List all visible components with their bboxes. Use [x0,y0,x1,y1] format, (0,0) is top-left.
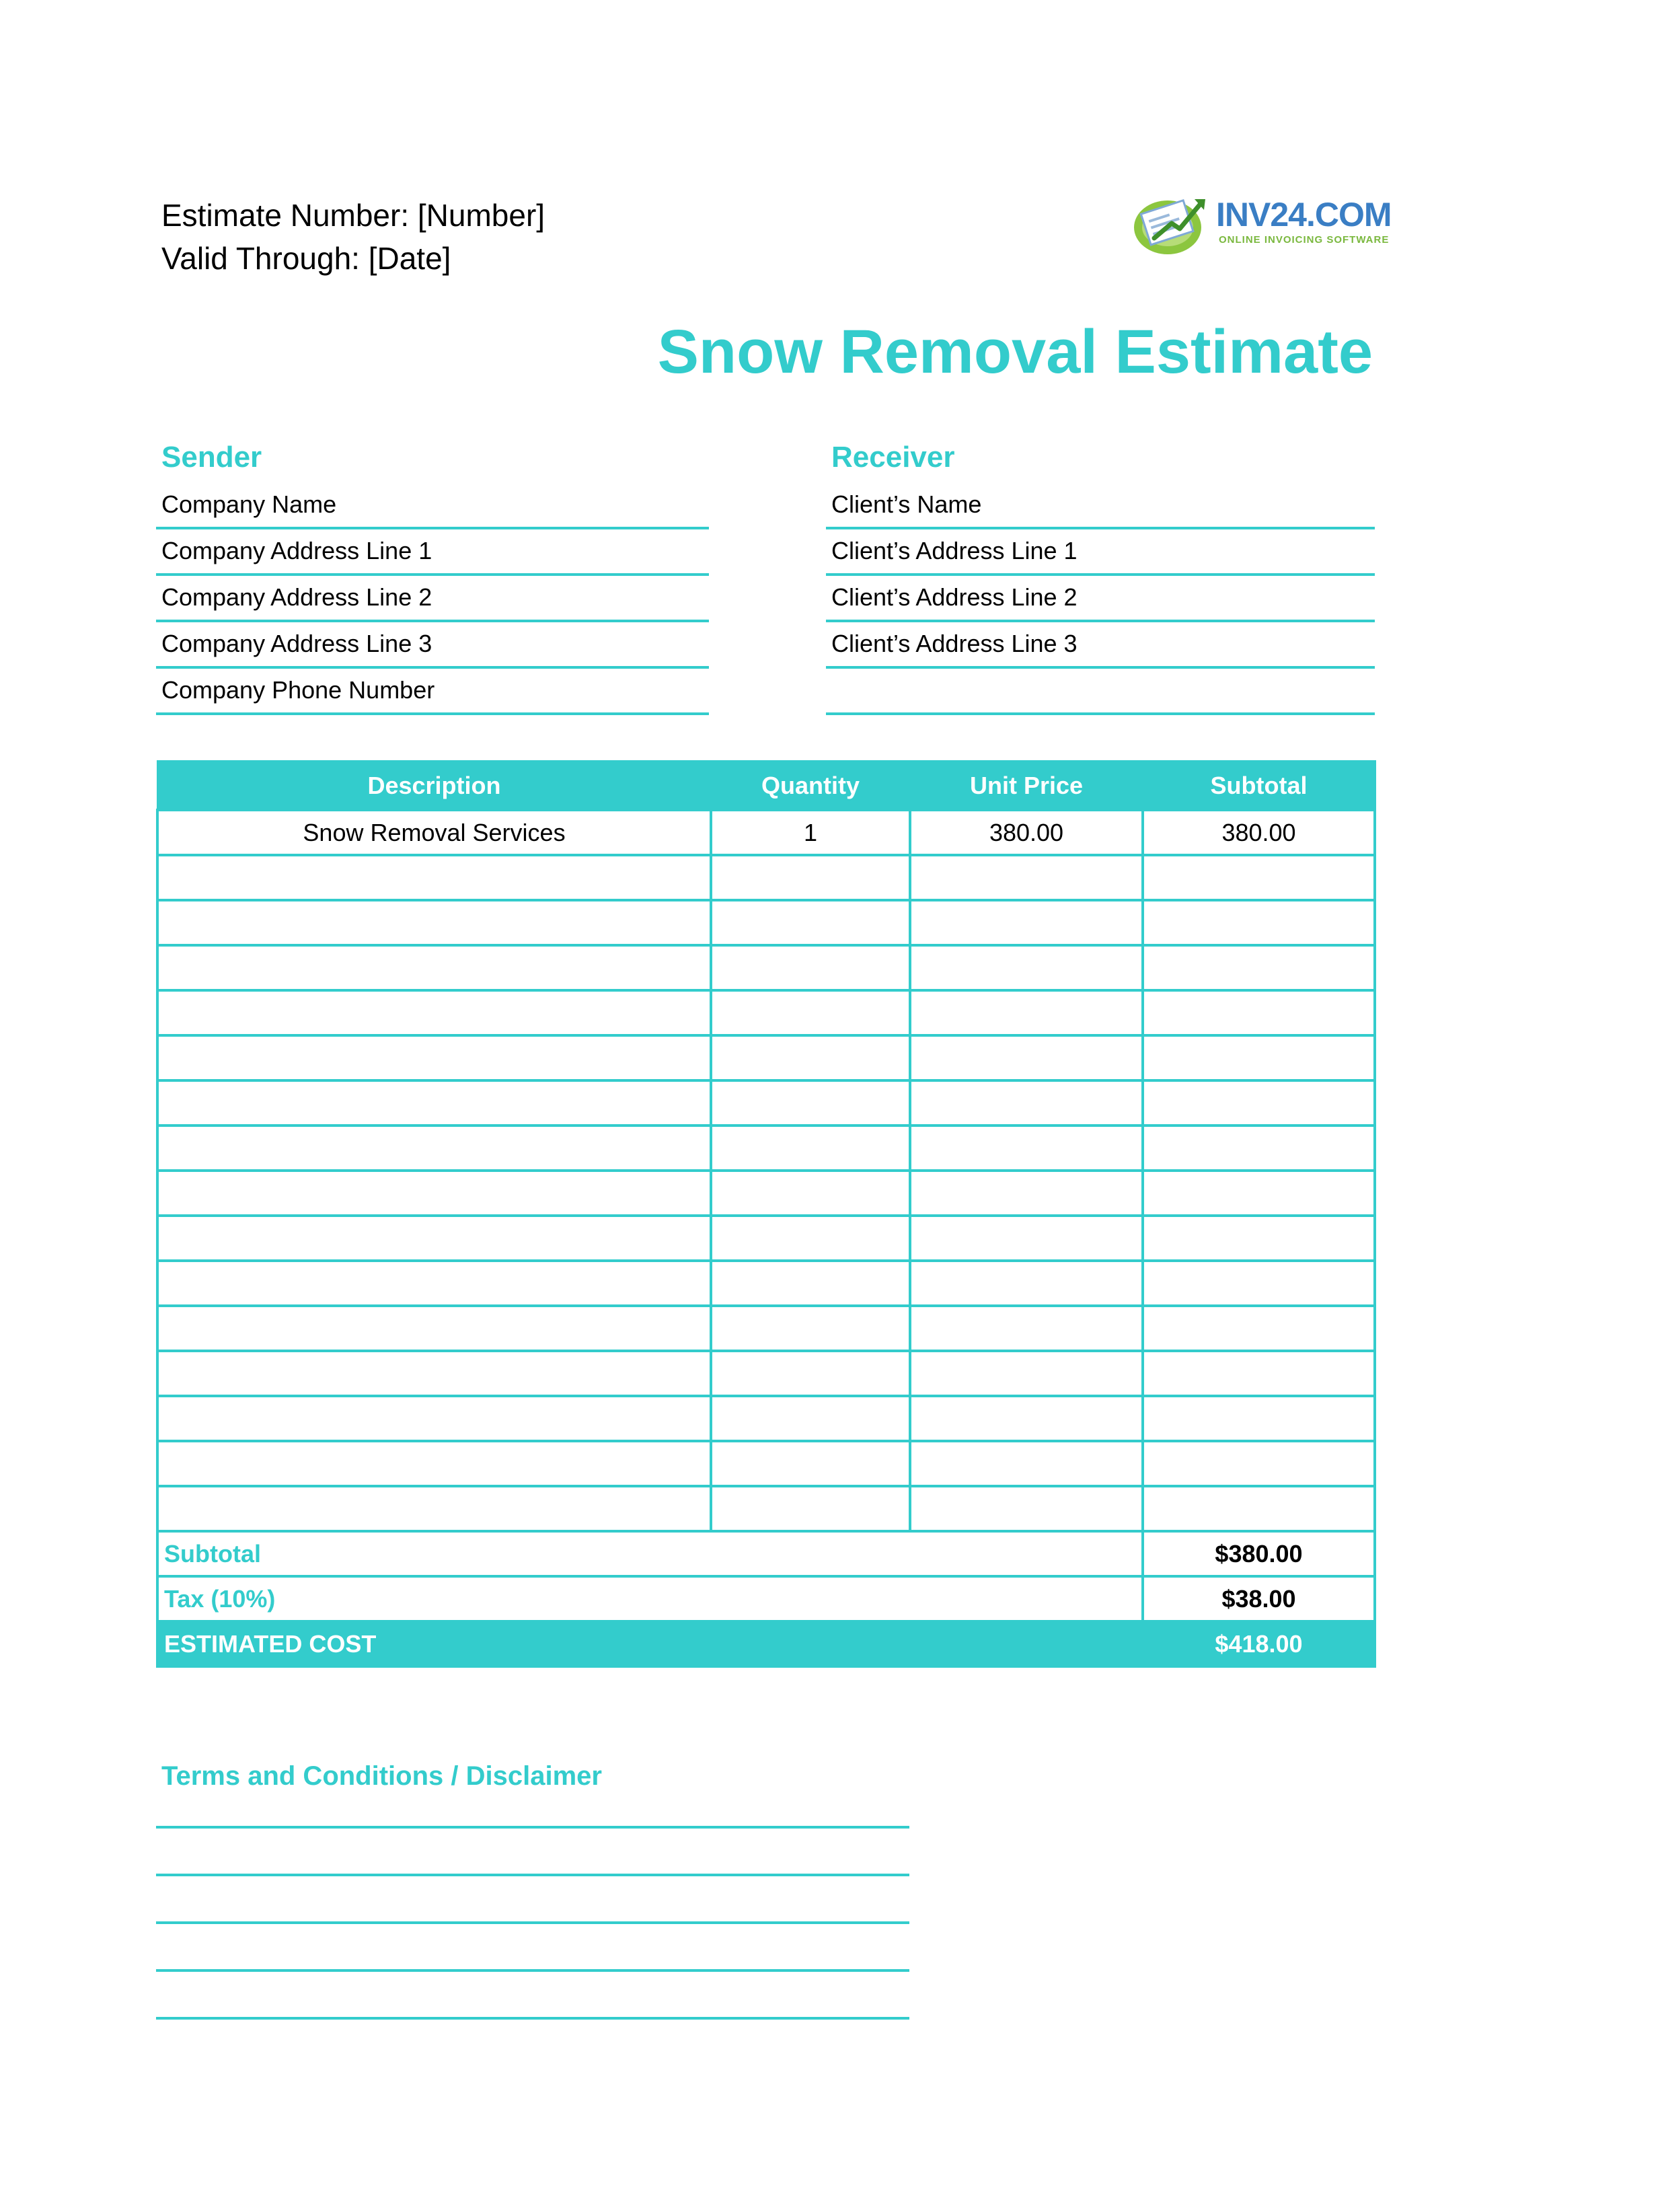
terms-line [156,1969,909,1972]
terms-line [156,2017,909,2020]
table-header-row [157,762,1375,811]
table-row [157,1306,1375,1351]
cell-unit-price [910,900,1143,945]
cell-quantity [711,1441,910,1486]
sender-heading: Sender [161,441,262,474]
table-row [157,1216,1375,1261]
table-row [157,990,1375,1035]
estimated-cost-row [157,1621,1375,1666]
cell-description [157,1216,711,1261]
cell-unit-price [910,1351,1143,1396]
cell-unit-price [910,1080,1143,1126]
cell-subtotal [1143,1126,1375,1171]
estimate-number: Estimate Number: [Number] [161,198,545,233]
cell-description [157,1035,711,1080]
cell-subtotal [1143,1261,1375,1306]
cell-unit-price [910,1396,1143,1441]
subtotal-row [157,1531,1375,1576]
cell-description [157,855,711,900]
column-header-quantity: Quantity [711,762,910,811]
table-row [157,1441,1375,1486]
cell-description [157,1171,711,1216]
cell-quantity: 1 [711,810,910,855]
valid-through: Valid Through: [Date] [161,241,451,276]
terms-line [156,1826,909,1829]
receiver-extra-line [826,669,1375,715]
tax-row [157,1576,1375,1621]
invoice-growth-logo-icon [1130,190,1211,257]
cell-description [157,1306,711,1351]
tax-label: Tax (10%) [157,1576,1143,1621]
receiver-address-line-2: Client’s Address Line 2 [826,576,1375,622]
estimated-cost-label: ESTIMATED COST [157,1621,1143,1666]
logo-tagline: ONLINE INVOICING SOFTWARE [1219,234,1390,246]
cell-description [157,1396,711,1441]
cell-unit-price [910,990,1143,1035]
cell-unit-price: 380.00 [910,810,1143,855]
receiver-client-name: Client’s Name [826,483,1375,529]
cell-quantity [711,900,910,945]
cell-subtotal [1143,990,1375,1035]
cell-quantity [711,1306,910,1351]
cell-unit-price [910,945,1143,990]
cell-quantity [711,990,910,1035]
cell-unit-price [910,1486,1143,1531]
cell-quantity [711,1216,910,1261]
cell-unit-price [910,1035,1143,1080]
cell-subtotal [1143,855,1375,900]
cell-quantity [711,1035,910,1080]
receiver-heading: Receiver [831,441,955,474]
cell-unit-price [910,1126,1143,1171]
table-row [157,1486,1375,1531]
subtotal-label: Subtotal [157,1531,1143,1576]
cell-description [157,1351,711,1396]
cell-unit-price [910,1171,1143,1216]
cell-description: Snow Removal Services [157,810,711,855]
table-row [157,1080,1375,1126]
cell-quantity [711,855,910,900]
cell-subtotal [1143,1216,1375,1261]
cell-unit-price [910,1261,1143,1306]
sender-address-line-2: Company Address Line 2 [156,576,709,622]
sender-address-line-3: Company Address Line 3 [156,622,709,669]
cell-subtotal [1143,945,1375,990]
table-row [157,1035,1375,1080]
cell-unit-price [910,1216,1143,1261]
logo [1130,190,1392,257]
cell-subtotal [1143,900,1375,945]
sender-phone-number: Company Phone Number [156,669,709,715]
cell-subtotal [1143,1486,1375,1531]
cell-quantity [711,1171,910,1216]
cell-description [157,900,711,945]
cell-description [157,1261,711,1306]
cell-quantity [711,1486,910,1531]
cell-description [157,1441,711,1486]
cell-quantity [711,1351,910,1396]
table-row [157,1261,1375,1306]
table-row [157,900,1375,945]
cell-subtotal [1143,1035,1375,1080]
cell-quantity [711,1261,910,1306]
receiver-address-line-1: Client’s Address Line 1 [826,529,1375,576]
cell-description [157,990,711,1035]
column-header-subtotal: Subtotal [1143,762,1375,811]
cell-quantity [711,1396,910,1441]
terms-line [156,1921,909,1924]
cell-subtotal [1143,1441,1375,1486]
cell-subtotal: 380.00 [1143,810,1375,855]
cell-description [157,1080,711,1126]
cell-unit-price [910,1306,1143,1351]
logo-wordmark: INV24.COM [1216,196,1392,233]
cell-unit-price [910,1441,1143,1486]
table-row [157,1171,1375,1216]
terms-line [156,1874,909,1876]
column-header-description: Description [157,762,711,811]
table-row [157,945,1375,990]
table-row [157,1396,1375,1441]
cell-subtotal [1143,1171,1375,1216]
estimated-cost-value: $418.00 [1143,1621,1375,1666]
page-title: Snow Removal Estimate [657,318,1373,386]
tax-value: $38.00 [1143,1576,1375,1621]
table-row [157,855,1375,900]
cell-subtotal [1143,1396,1375,1441]
cell-subtotal [1143,1080,1375,1126]
cell-quantity [711,1126,910,1171]
sender-address-line-1: Company Address Line 1 [156,529,709,576]
cell-quantity [711,945,910,990]
cell-unit-price [910,855,1143,900]
sender-company-name: Company Name [156,483,709,529]
cell-quantity [711,1080,910,1126]
cell-description [157,1486,711,1531]
receiver-address-line-3: Client’s Address Line 3 [826,622,1375,669]
cell-description [157,1126,711,1171]
line-items-table [156,760,1376,1668]
cell-subtotal [1143,1351,1375,1396]
cell-subtotal [1143,1306,1375,1351]
table-row [157,810,1375,855]
subtotal-value: $380.00 [1143,1531,1375,1576]
table-row [157,1351,1375,1396]
column-header-unit-price: Unit Price [910,762,1143,811]
cell-description [157,945,711,990]
table-row [157,1126,1375,1171]
terms-heading: Terms and Conditions / Disclaimer [161,1761,602,1791]
